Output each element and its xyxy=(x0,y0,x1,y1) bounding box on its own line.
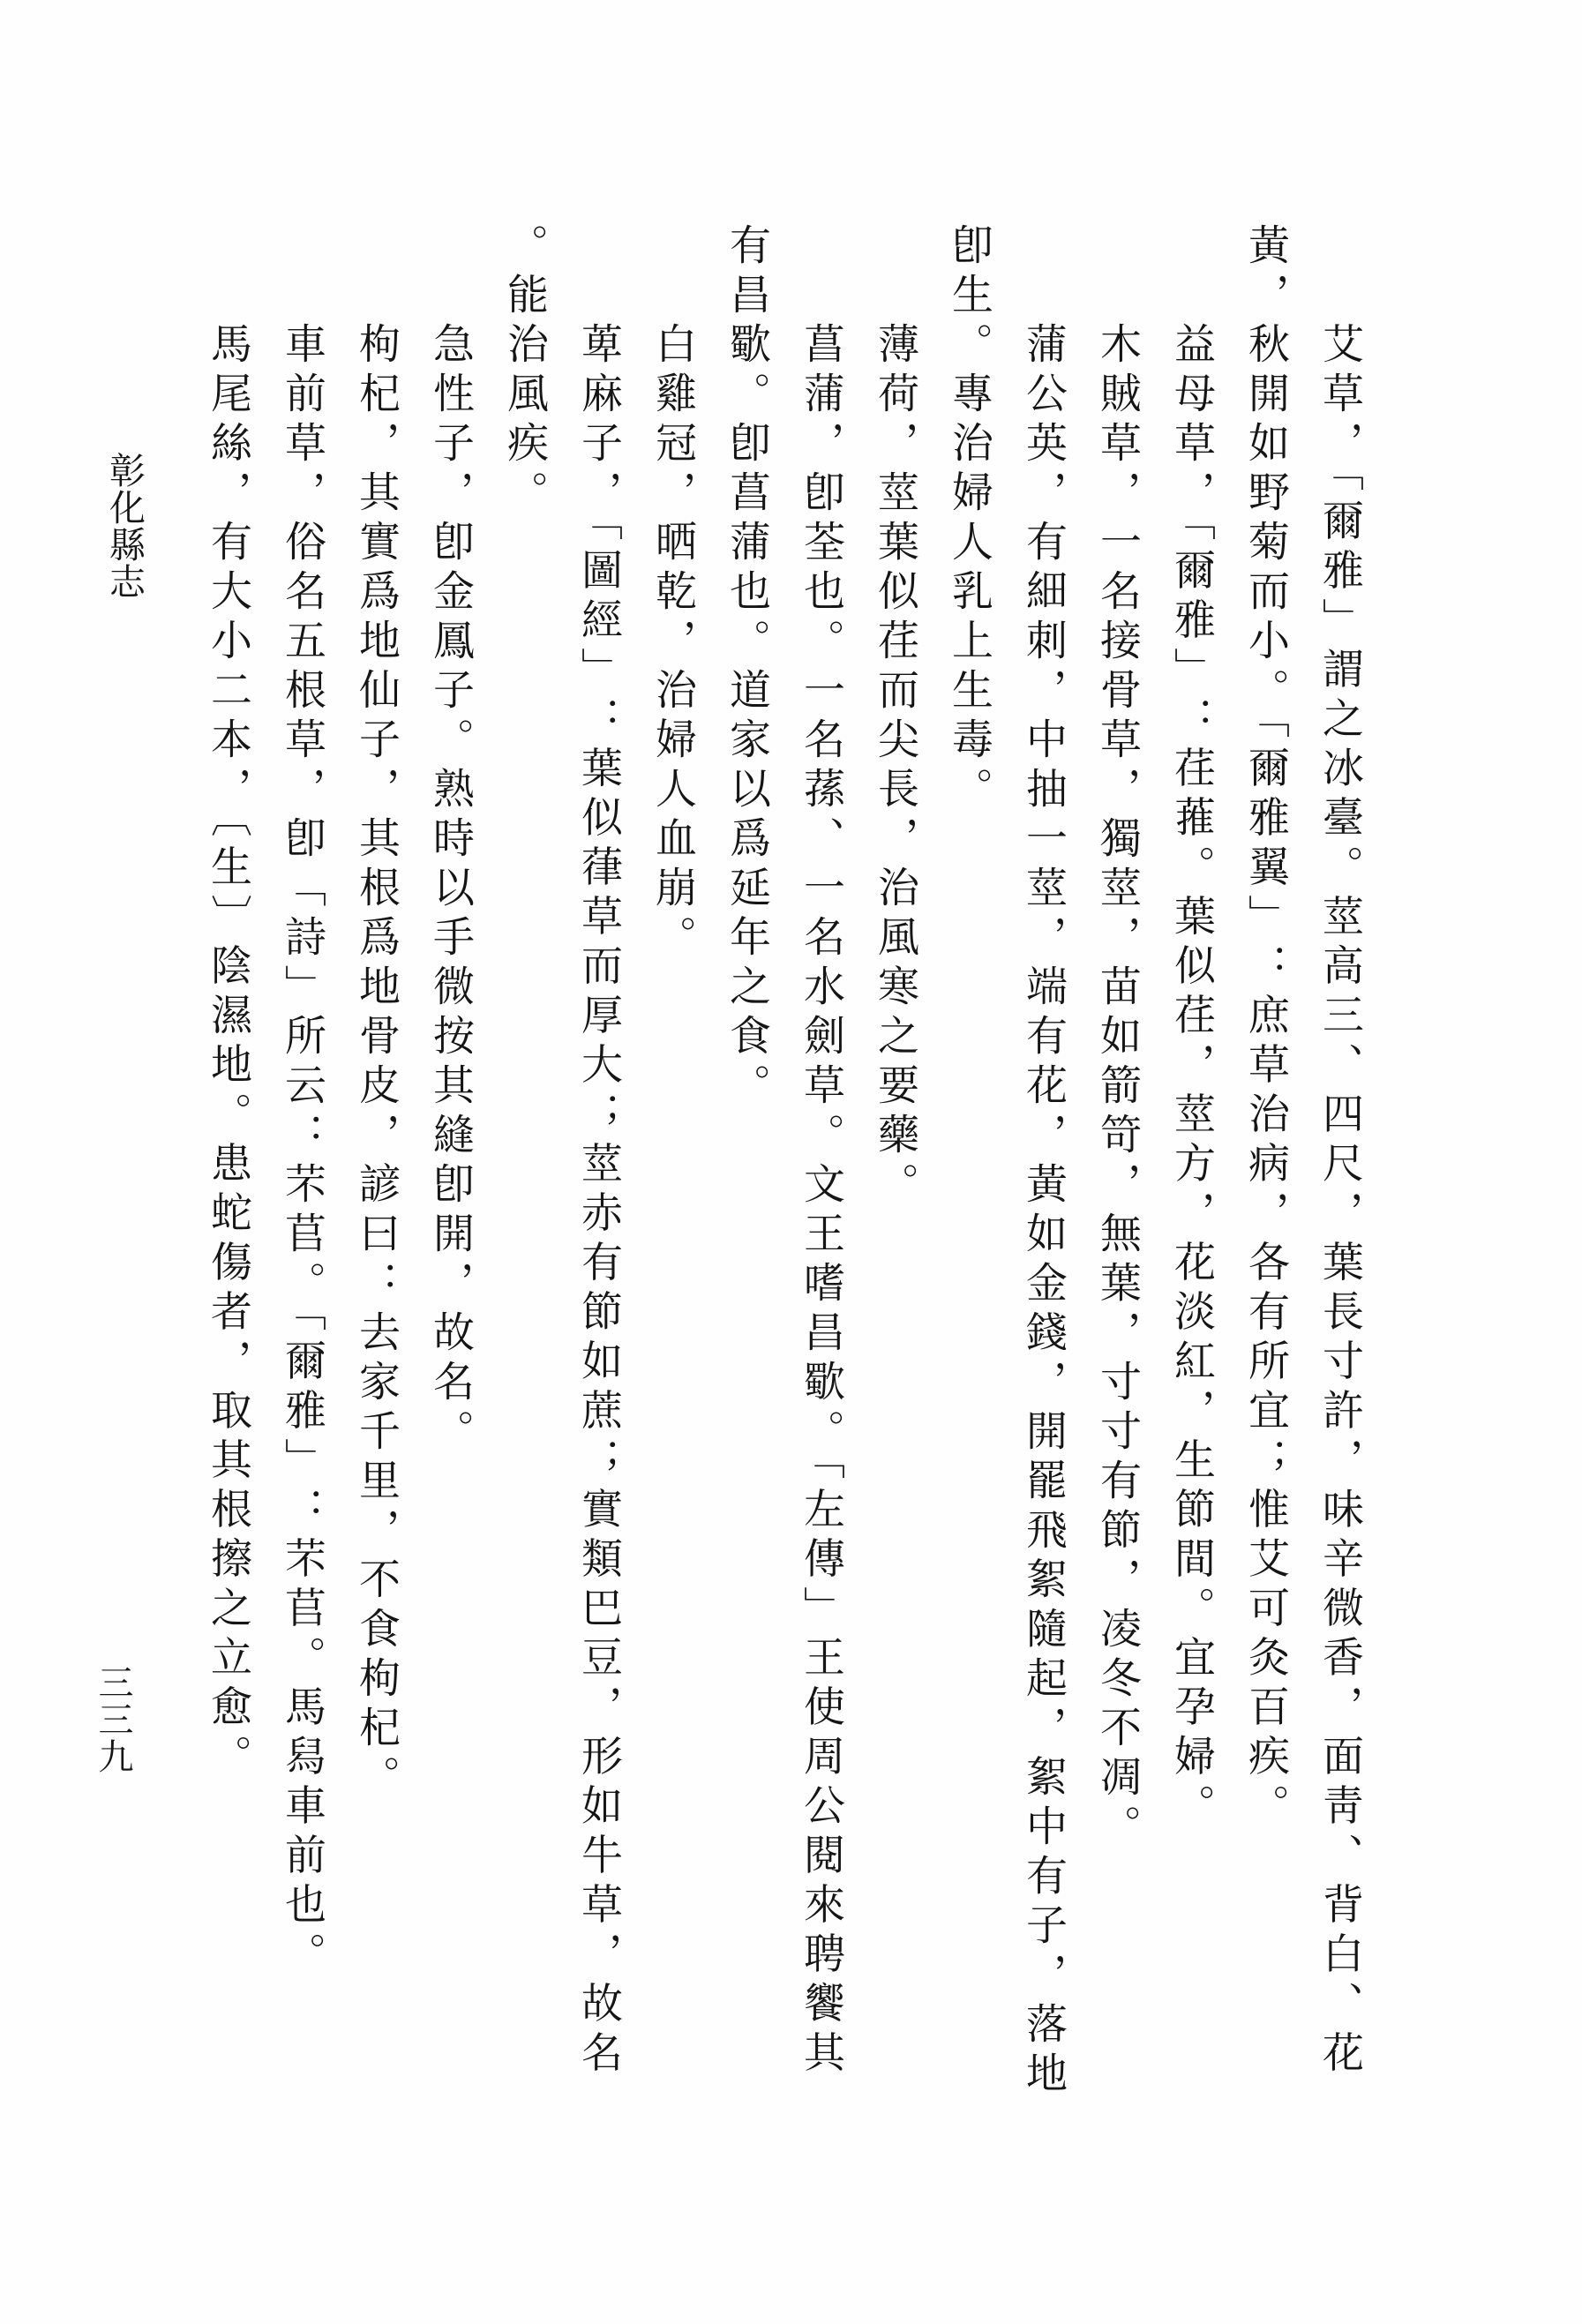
column-baijiguan: 白雞冠，晒乾，治婦人血崩。 xyxy=(649,322,695,964)
column-bimazi-1: 萆麻子，「圖經」：葉似葎草而厚大；莖赤有節如蔗；實類巴豆，形如牛草，故名 xyxy=(575,322,621,2080)
column-gouqi: 枸杞，其實爲地仙子，其根爲地骨皮，諺曰：去家千里，不食枸杞。 xyxy=(353,322,399,1804)
column-changpu-1: 菖蒲，卽荃也。一名蓀、一名水劍草。文王嗜昌歜。「左傳」王使周公閱來聘饗其 xyxy=(798,322,843,2080)
main-text-block xyxy=(191,223,1376,2195)
column-muzeicao: 木賊草，一名接骨草，獨莖，苗如箭笴，無葉，寸寸有節，凌冬不凋。 xyxy=(1094,322,1140,1854)
column-maweisi: 馬尾絲，有大小二本，〔生〕陰濕地。患蛇傷者，取其根擦之立愈。 xyxy=(205,322,251,1784)
column-bohe: 薄荷，莖葉似荏而尖長，治風寒之要藥。 xyxy=(872,322,918,1211)
column-aicao-1: 艾草，「爾雅」謂之冰臺。莖高三、四尺，葉長寸許，味辛微香，面靑、背白、花 xyxy=(1316,322,1362,2080)
column-pugongying-2: 卽生。專治婦人乳上生毒。 xyxy=(946,223,992,816)
column-pugongying-1: 蒲公英，有細刺，中抽一莖，端有花，黃如金錢，開罷飛絮隨起，絮中有子，落地 xyxy=(1020,322,1066,2101)
column-yimucao: 益母草，「爾雅」：荏蓷。葉似荏，莖方，花淡紅，生節間。宜孕婦。 xyxy=(1168,322,1214,1833)
column-cheqiancao: 車前草，俗名五根草，卽「詩」所云：芣苢。「爾雅」：芣苢。馬舄車前也。 xyxy=(279,322,325,1982)
column-jixingzi: 急性子，卽金鳳子。熟時以手微按其縫卽開，故名。 xyxy=(427,322,473,1458)
column-aicao-2: 黃，秋開如野菊而小。「爾雅翼」：庶草治病，各有所宜；惟艾可灸百疾。 xyxy=(1242,223,1288,1833)
column-bimazi-2: 。能治風疾。 xyxy=(501,223,547,520)
folio-page-number: 三三九 xyxy=(94,1664,133,1775)
book-title: 彰化縣志 xyxy=(104,452,145,600)
column-changpu-2: 有昌歜。卽菖蒲也。道家以爲延年之食。 xyxy=(724,223,769,1113)
